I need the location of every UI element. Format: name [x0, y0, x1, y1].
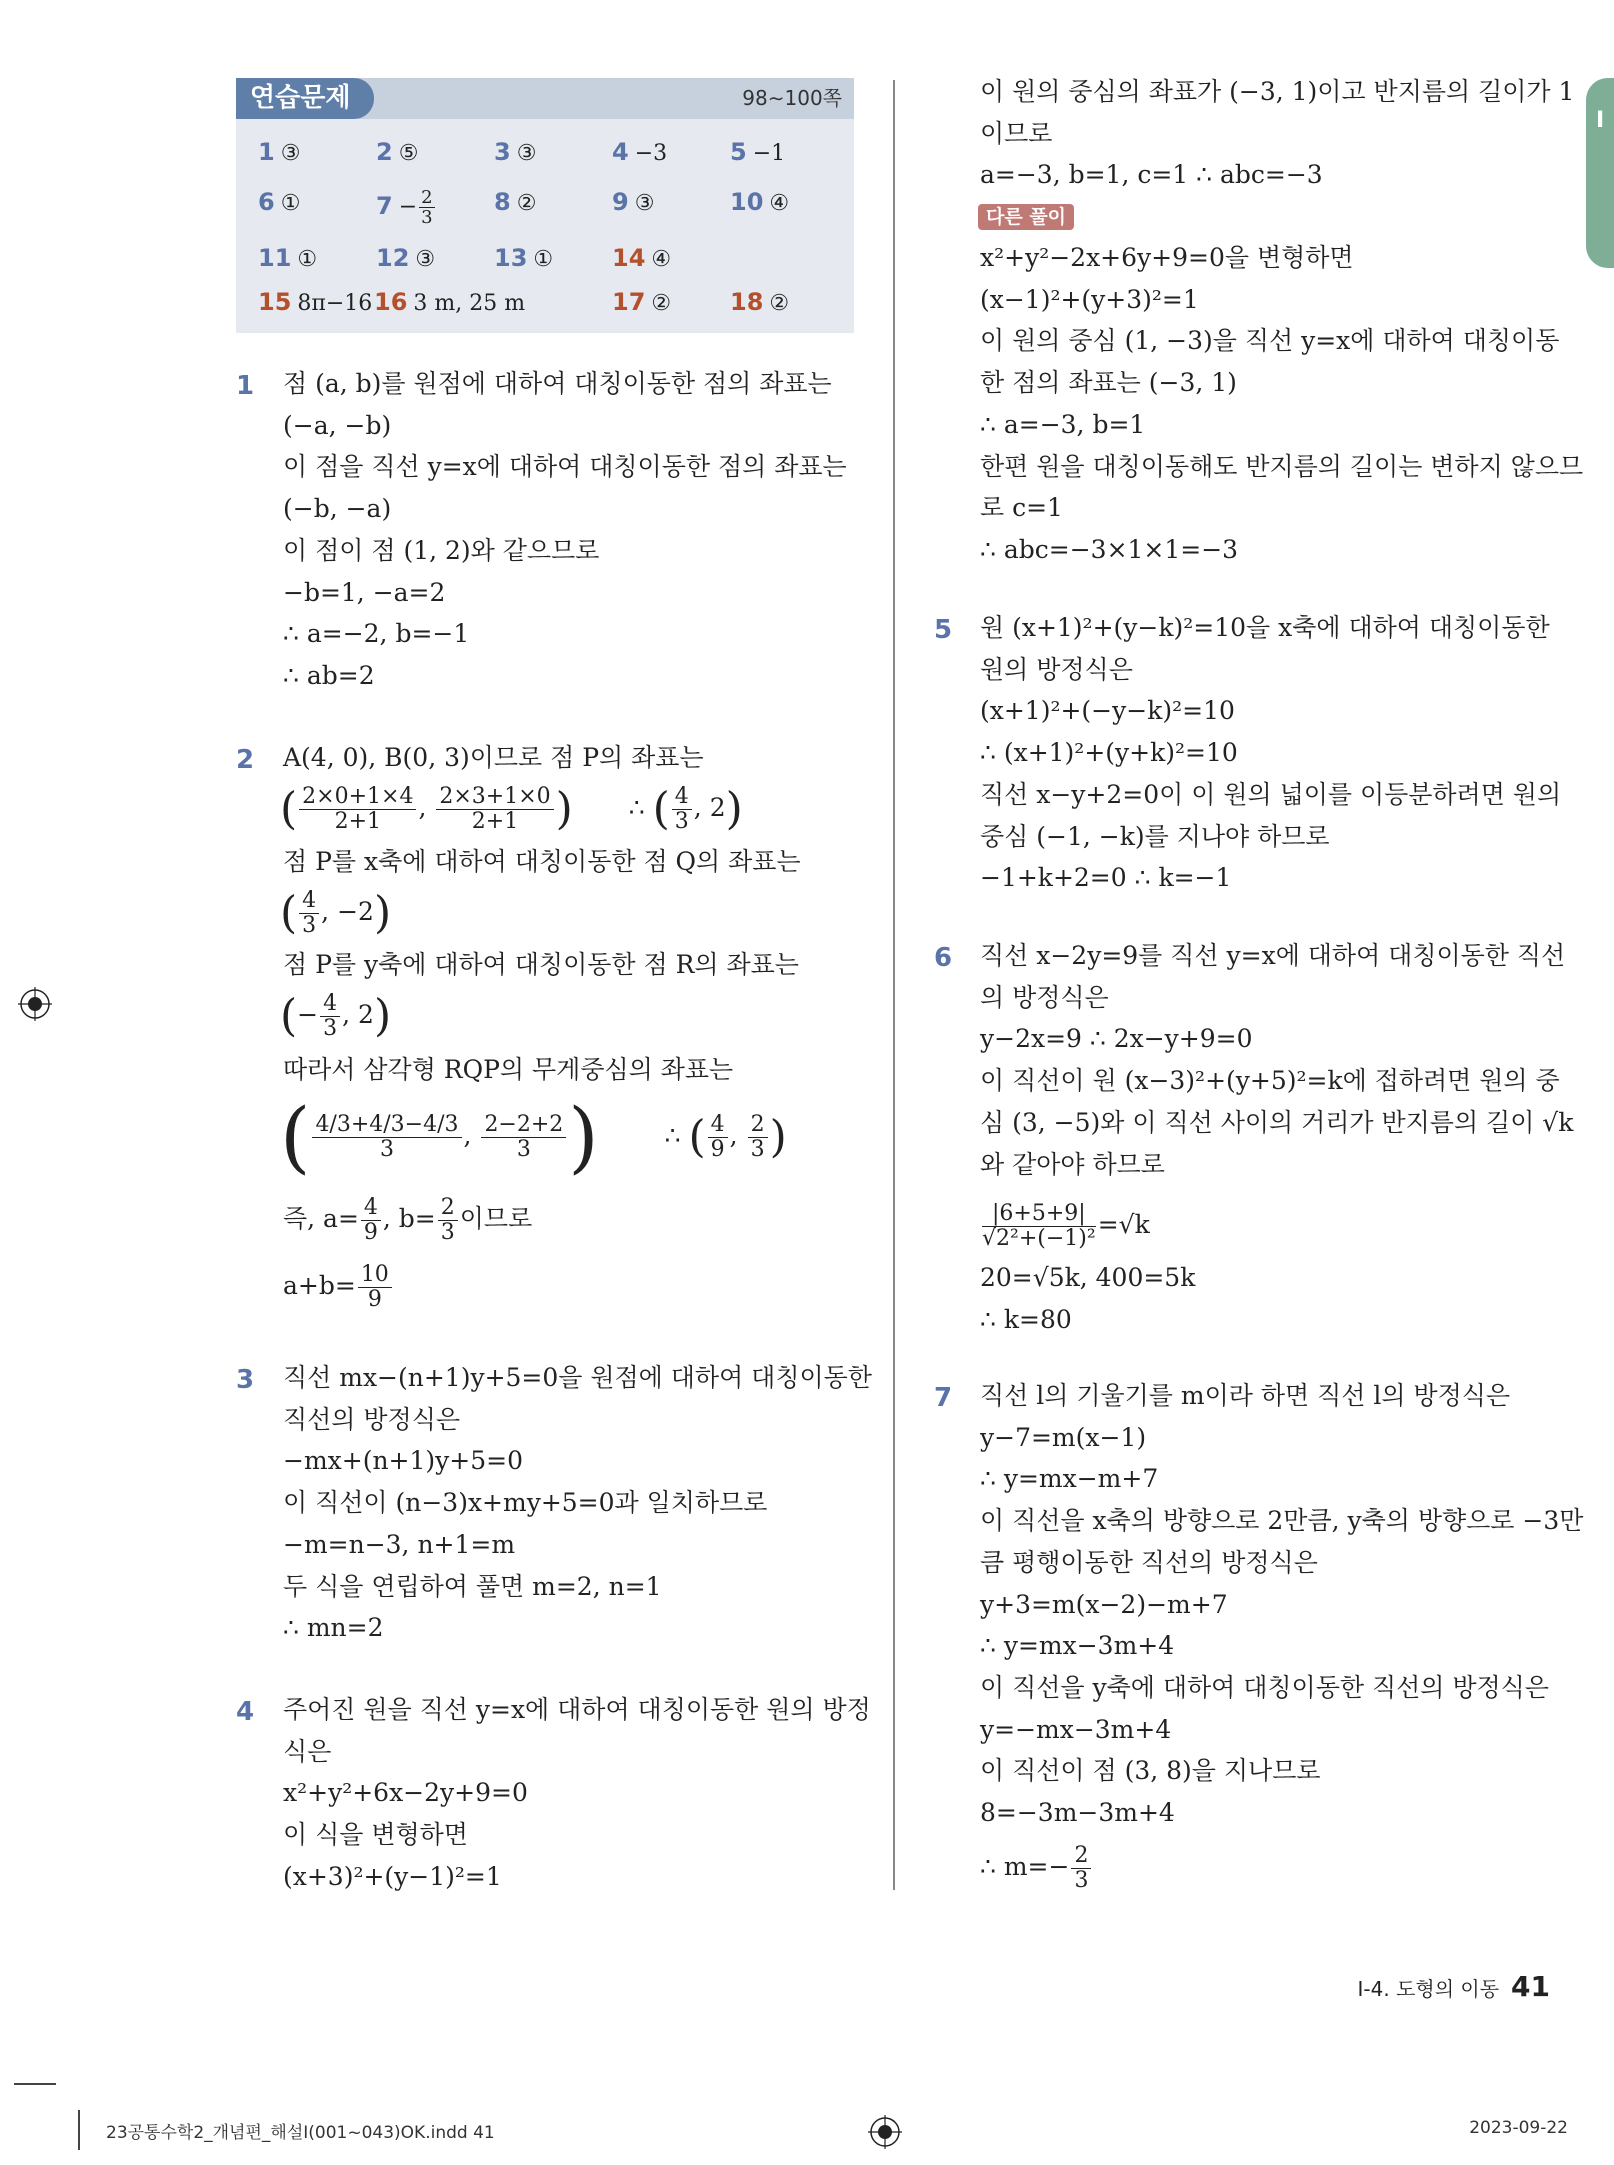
p7-final: ∴ m=− $\frac{2}{3}$ [980, 1838, 1093, 1896]
answer-item [258, 288, 372, 316]
answer-item [612, 288, 671, 316]
answer-number: 7 [376, 191, 393, 220]
solution-line: 원의 방정식은 [980, 654, 1133, 684]
p2-point-q: ( $\frac{4}{3}$ , −2) [280, 887, 392, 939]
solution-line: a=−3, b=1, c=1 ∴ abc=−3 [980, 160, 1323, 190]
answer-value: 3 m, 25 m [413, 291, 526, 316]
answer-value: −1 [752, 141, 786, 166]
answer-number: 6 [258, 188, 275, 216]
solution-line: x²+y²+6x−2y+9=0 [283, 1778, 528, 1808]
solution-line: 식은 [283, 1736, 332, 1766]
solution-line: y+3=m(x−2)−m+7 [980, 1589, 1228, 1619]
solution-line: 한 점의 좌표는 (−3, 1) [980, 368, 1237, 398]
p2-line-5: 즉, a= $\frac{4}{9}$ , b= $\frac{2}{3}$ 이므로 [283, 1195, 533, 1245]
solution-line: ∴ y=mx−m+7 [980, 1464, 1159, 1494]
solution-line: 원 (x+1)²+(y−k)²=10을 x축에 대하여 대칭이동한 [980, 613, 1550, 642]
solution-line: 직선 mx−(n+1)y+5=0을 원점에 대하여 대칭이동한 [283, 1363, 872, 1392]
answer-box-pages: 98∼100쪽 [742, 86, 842, 110]
solution-line: 큼 평행이동한 직선의 방정식은 [980, 1547, 1318, 1577]
answer-item [730, 138, 785, 166]
answer-box-title: 연습문제 [236, 78, 374, 119]
answer-value: ③ [516, 141, 537, 166]
solution-line: −b=1, −a=2 [283, 577, 446, 607]
answer-number: 18 [730, 288, 764, 316]
answer-value: ② [769, 291, 790, 316]
p2-line-3: 점 P를 y축에 대하여 대칭이동한 점 R의 좌표는 [283, 950, 799, 979]
solution-line: 이 직선을 y축에 대하여 대칭이동한 직선의 방정식은 [980, 1672, 1549, 1702]
solution-line: 이 직선이 원 (x−3)²+(y+5)²=k에 접하려면 원의 중 [980, 1066, 1560, 1096]
solution-line: ∴ abc=−3×1×1=−3 [980, 534, 1239, 564]
answer-value: −3 [634, 141, 668, 166]
answer-number: 9 [612, 188, 629, 216]
answer-value: ① [280, 191, 301, 216]
solution-line: 이므로 [980, 118, 1053, 148]
p6-line-after-2: ∴ k=80 [980, 1305, 1072, 1334]
solution-line: 직선 x−y+2=0이 이 원의 넓이를 이등분하려면 원의 [980, 779, 1562, 809]
solution-line: 직선 l의 기울기를 m이라 하면 직선 l의 방정식은 [980, 1381, 1511, 1410]
solution-line: 로 c=1 [980, 493, 1063, 523]
print-file-name: 23공통수학2_개념편_해설Ⅰ(001~043)OK.indd 41 [106, 2123, 495, 2143]
solution-line: 의 방정식은 [980, 982, 1109, 1012]
p2-point-p-expr: ( $\frac{2\times 0+1\times 4}{2+1}$ , $\frac{2\times 3+1\times 0}{2+1}$ ) ∴ ( $\frac{4}{3}$ , 2) [280, 783, 743, 835]
answer-item [376, 188, 435, 227]
solution-line: −1+k+2=0 ∴ k=−1 [980, 863, 1232, 893]
footer-chapter: I-4. 도형의 이동 [1357, 1977, 1500, 2001]
solution-line: 이 직선이 (n−3)x+my+5=0과 일치하므로 [283, 1488, 768, 1518]
p2-line-2: 점 P를 x축에 대하여 대칭이동한 점 Q의 좌표는 [283, 847, 801, 876]
answer-item [376, 244, 435, 272]
solution-line: (x+3)²+(y−1)²=1 [283, 1861, 502, 1891]
solution-line: ∴ (x+1)²+(y+k)²=10 [980, 738, 1238, 768]
chapter-side-tab [1586, 78, 1614, 268]
problem-number-1: 1 [236, 371, 255, 401]
problem-number-5: 5 [934, 615, 953, 645]
page-number: 41 [1511, 1970, 1550, 2003]
answer-number: 14 [612, 244, 646, 272]
answer-value: ① [297, 247, 318, 272]
solution-line: y−7=m(x−1) [980, 1422, 1147, 1452]
solution-line: ∴ mn=2 [283, 1613, 384, 1643]
solution-line: (−b, −a) [283, 494, 392, 524]
solution-line: ∴ a=−2, b=−1 [283, 619, 470, 649]
answer-value: ③ [280, 141, 301, 166]
answer-item [376, 138, 418, 166]
solution-line: 이 원의 중심의 좌표가 (−3, 1)이고 반지름의 길이가 1 [980, 77, 1575, 106]
answer-item [730, 188, 789, 216]
answer-number: 3 [494, 138, 511, 166]
solution-line: 직선의 방정식은 [283, 1404, 460, 1434]
side-tab-label: I [1596, 108, 1605, 133]
p2-centroid: ( $\frac{4/3+4/3-4/3}{3}$ , $\frac{2-2+2}{3}$ ) ∴ ( $\frac{4}{9}$ , $\frac{2}{3}$ ) [280, 1092, 787, 1183]
solution-line: 이 직선이 점 (3, 8)을 지나므로 [980, 1756, 1321, 1786]
solution-line: ∴ ab=2 [283, 660, 375, 690]
answer-box-header [236, 78, 854, 119]
answer-value: ④ [769, 191, 790, 216]
print-crop-line [14, 2083, 56, 2085]
answer-number: 12 [376, 244, 410, 272]
answer-number: 1 [258, 138, 275, 166]
solution-line: 8=−3m−3m+4 [980, 1798, 1175, 1827]
solution-line: 중심 (−1, −k)를 지나야 하므로 [980, 821, 1330, 851]
answer-number: 15 [258, 288, 292, 316]
problem-number-6: 6 [934, 943, 953, 973]
solution-line: −m=n−3, n+1=m [283, 1529, 516, 1559]
answer-item [612, 244, 671, 272]
solution-line: x²+y²−2x+6y+9=0을 변형하면 [980, 243, 1354, 272]
problem-number-7: 7 [934, 1383, 953, 1413]
solution-line: 주어진 원을 직선 y=x에 대하여 대칭이동한 원의 방정 [283, 1695, 871, 1724]
solution-line: ∴ a=−3, b=1 [980, 409, 1146, 439]
answer-item [258, 138, 300, 166]
answer-item [612, 138, 667, 166]
alternate-solution-badge: 다른 풀이 [978, 204, 1074, 230]
p2-point-r: (− $\frac{4}{3}$ , 2) [280, 990, 392, 1042]
answer-item [612, 188, 654, 216]
solution-line: 와 같아야 하므로 [980, 1149, 1165, 1179]
answer-number: 16 [374, 288, 408, 316]
solution-line: (−a, −b) [283, 410, 392, 440]
footer-chapter-reference [1358, 1970, 1550, 2003]
solution-line: 점 (a, b)를 원점에 대하여 대칭이동한 점의 좌표는 [283, 369, 832, 398]
answer-number: 17 [612, 288, 646, 316]
problem-number-3: 3 [236, 1365, 255, 1395]
solution-line: y−2x=9 ∴ 2x−y+9=0 [980, 1024, 1253, 1054]
p6-line-after-1: 20=√5k, 400=5k [980, 1263, 1196, 1292]
p2-line-1: A(4, 0), B(0, 3)이므로 점 P의 좌표는 [283, 743, 704, 772]
answer-item [374, 288, 525, 316]
solution-line: 한편 원을 대칭이동해도 반지름의 길이는 변하지 않으므 [980, 451, 1584, 481]
answer-value: ② [651, 291, 672, 316]
answer-number: 5 [730, 138, 747, 166]
p6-distance-formula: $\frac{|6+5+9|}{\text{√2²+(−1)²}}$ =√k [982, 1201, 1150, 1251]
answer-value: ⑤ [398, 141, 419, 166]
answer-value: ① [533, 247, 554, 272]
answer-value: ② [516, 191, 537, 216]
solution-line: 두 식을 연립하여 풀면 m=2, n=1 [283, 1571, 662, 1601]
answer-value: ③ [634, 191, 655, 216]
answer-number: 2 [376, 138, 393, 166]
answer-item [494, 188, 536, 216]
solution-line: y=−mx−3m+4 [980, 1714, 1172, 1744]
answer-item [494, 244, 553, 272]
solution-line: 직선 x−2y=9를 직선 y=x에 대하여 대칭이동한 직선 [980, 941, 1566, 970]
solution-line: 이 점이 점 (1, 2)와 같으므로 [283, 535, 600, 565]
solution-line: 이 식을 변형하면 [283, 1820, 468, 1850]
problem-number-2: 2 [236, 745, 255, 775]
answer-item [258, 188, 300, 216]
answer-fraction: $\frac{2}{3}$ [421, 187, 433, 228]
solution-line: −mx+(n+1)y+5=0 [283, 1446, 523, 1476]
answer-summary-box [236, 78, 854, 333]
solution-line: 심 (3, −5)와 이 직선 사이의 거리가 반지름의 길이 √k [980, 1107, 1574, 1137]
solution-line: (x−1)²+(y+3)²=1 [980, 284, 1199, 314]
answer-number: 11 [258, 244, 292, 272]
answer-value: − [398, 194, 418, 220]
solution-line: (x+1)²+(−y−k)²=10 [980, 696, 1235, 726]
p2-sum: a+b= $\frac{10}{9}$ [283, 1257, 394, 1315]
answer-value: 8π−16 [297, 291, 373, 316]
answer-number: 13 [494, 244, 528, 272]
answer-value: ③ [415, 247, 436, 272]
answer-item [730, 288, 789, 316]
column-divider [893, 80, 895, 1890]
print-date: 2023-09-22 [1469, 2118, 1568, 2138]
registration-mark-icon [18, 987, 52, 1021]
solution-line: 이 점을 직선 y=x에 대하여 대칭이동한 점의 좌표는 [283, 452, 847, 482]
registration-mark-bottom-icon [868, 2115, 902, 2149]
answer-value: ④ [651, 247, 672, 272]
print-crop-vline [78, 2110, 80, 2150]
solution-line: ∴ y=mx−3m+4 [980, 1631, 1175, 1661]
answer-item [258, 244, 317, 272]
p2-line-4: 따라서 삼각형 RQP의 무게중심의 좌표는 [283, 1055, 734, 1084]
answer-number: 4 [612, 138, 629, 166]
solution-line: 이 원의 중심 (1, −3)을 직선 y=x에 대하여 대칭이동 [980, 326, 1560, 356]
answer-number: 8 [494, 188, 511, 216]
solution-line: 이 직선을 x축의 방향으로 2만큼, y축의 방향으로 −3만 [980, 1506, 1584, 1536]
answer-item [494, 138, 536, 166]
problem-number-4: 4 [236, 1697, 255, 1727]
answer-number: 10 [730, 188, 764, 216]
